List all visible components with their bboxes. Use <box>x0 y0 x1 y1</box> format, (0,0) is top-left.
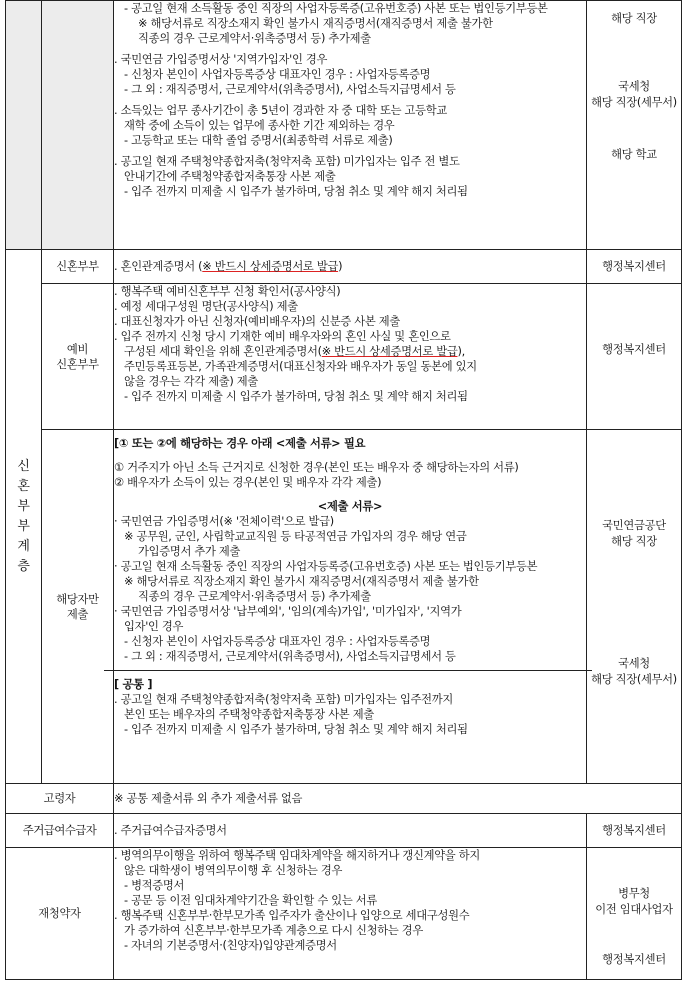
doc-line <box>114 118 586 133</box>
agency-school: 해당 학교 <box>611 148 657 161</box>
agency-workplace-2: 해당 직장 <box>611 535 657 548</box>
doc-line-text: 않을 경우는 각각 제출) 제출 <box>124 375 259 388</box>
doc-line <box>114 619 586 634</box>
doc-line-text: . 행복주택 예비신혼부부 신청 확인서(공사양식) <box>114 285 341 298</box>
doc-line <box>114 707 586 722</box>
agency-prev-landlord: 이전 임대사업자 <box>595 903 673 916</box>
doc-line-text: . 입주 전까지 신청 당시 기재한 예비 배우자와의 혼인 사실 및 혼인으로 <box>114 330 451 343</box>
doc-line <box>114 389 586 404</box>
top-doc-list <box>114 1 586 199</box>
doc-line-text: 입자'인 경우 <box>124 620 184 633</box>
agency-mma: 병무청 <box>618 887 650 900</box>
doc-line <box>114 604 586 619</box>
category-reapplicant: 재청약자 <box>6 848 114 980</box>
doc-line <box>114 908 586 923</box>
doc-line <box>114 52 586 67</box>
doc-line-text: ※ 공무원, 군인, 사립학교교직원 등 타공적연금 가입자의 경우 해당 연금 <box>124 530 467 543</box>
housing-benefit-agency: 행정복지센터 <box>587 814 682 848</box>
top-agency-cell <box>587 1 682 250</box>
group-cell <box>6 250 42 784</box>
category-housing-benefit: 주거급여수급자 <box>6 814 114 848</box>
doc-line <box>114 16 586 31</box>
group-label: 신혼부부계층 <box>17 458 30 574</box>
agency-welfare-center: 행정복지센터 <box>602 953 666 966</box>
doc-line <box>114 1 586 16</box>
doc-line <box>114 184 586 199</box>
doc-line-text: - 자녀의 기본증명서·(친양자)입양관계증명서 <box>124 939 337 952</box>
prospective-label-1: 예비 <box>66 342 89 356</box>
doc-line-text: 주민등록표등본, 가족관계증명서(대표신청자와 배우자가 동일 동본에 있지 <box>124 360 477 373</box>
hatch-cell <box>42 1 114 250</box>
doc-line-text: - 입주 전까지 미제출 시 입주가 불가하며, 당첨 취소 및 계약 해지 처리됨 <box>124 723 468 736</box>
agency-workplace-taxoffice: 해당 직장(세무서) <box>591 96 677 109</box>
category-prospective <box>42 284 114 430</box>
document-table <box>5 0 682 980</box>
agency-workplace: 해당 직장 <box>611 12 657 25</box>
prospective-agency: 행정복지센터 <box>587 284 682 430</box>
doc-line <box>114 544 586 559</box>
table-row <box>6 814 682 848</box>
common-doc-list <box>114 692 586 737</box>
doc-line-text: . 행복주택 신혼부부·한부모가족 입주자가 출산이나 입양으로 세대구성원수 <box>114 909 470 922</box>
doc-line-text: . 공고일 현재 주택청약종합저축(청약저축 포함) 미가입자는 입주전까지 <box>114 693 454 706</box>
doc-line <box>114 692 586 707</box>
doc-line-note: ※ 반드시 상세증명서로 발급 <box>321 345 458 358</box>
doc-line <box>114 154 586 169</box>
doc-line <box>114 649 586 664</box>
conditional-header: [① 또는 ②에 해당하는 경우 아래 <제출 서류> 필요 <box>114 437 366 450</box>
doc-line <box>114 314 586 329</box>
doc-line-text: 가 증가하여 신혼부부·한부모가족 계층으로 다시 신청하는 경우 <box>124 924 423 937</box>
top-content-cell <box>114 1 587 250</box>
reapplicant-agency-cell <box>587 848 682 980</box>
doc-line <box>114 31 586 46</box>
prospective-label-2: 신혼부부 <box>56 357 99 371</box>
doc-line <box>114 589 586 604</box>
housing-benefit-content: . 주거급여수급자증명서 <box>114 814 587 848</box>
doc-line <box>114 82 586 97</box>
doc-line <box>114 169 586 184</box>
newlywed-content <box>114 250 587 284</box>
doc-line-text: . 예정 세대구성원 명단(공사양식) 제출 <box>114 300 298 313</box>
common-title: [ 공통 ] <box>114 678 153 691</box>
category-newlywed: 신혼부부 <box>42 250 114 284</box>
agency-nps: 국민연금공단 <box>602 519 666 532</box>
agency-nts: 국세청 <box>618 80 650 93</box>
doc-line-text: 가입증명서 추가 제출 <box>138 545 241 558</box>
doc-line-text: ※ 해당서류로 직장소재지 확인 불가시 재직증명서(재직증명서 제출 불가한 <box>124 575 479 588</box>
doc-line-text: ※ 해당서류로 직장소재지 확인 불가시 재직증명서(재직증명서 제출 불가한 <box>138 17 493 30</box>
doc-line-text: - 그 외 : 재직증명서, 근로계약서(위촉증명서), 사업소득지급명세서 등 <box>124 650 456 663</box>
doc-line <box>114 923 586 938</box>
doc-line-text: 재학 중에 소득이 있는 업무에 종사한 기간 제외하는 경우 <box>124 119 395 132</box>
doc-line-text: - 신청자 본인이 사업자등록증상 대표자인 경우 : 사업자등록증명 <box>124 635 431 648</box>
reapplicant-content <box>114 848 587 980</box>
doc-line <box>114 559 586 574</box>
table-row <box>6 430 682 784</box>
doc-line-text: - 그 외 : 재직증명서, 근로계약서(위촉증명서), 사업소득지급명세서 등 <box>124 83 456 96</box>
doc-line <box>114 878 586 893</box>
table-row <box>6 848 682 980</box>
conditional-doc-list <box>114 514 586 664</box>
doc-line <box>114 374 586 389</box>
doc-line <box>114 344 586 359</box>
doc-line <box>114 103 586 118</box>
doc-line <box>114 329 586 344</box>
doc-line <box>114 848 586 863</box>
table-row <box>6 284 682 430</box>
doc-line-suffix: ), <box>457 345 465 358</box>
elderly-content: ※ 공통 제출서류 외 추가 제출서류 없음 <box>114 784 682 814</box>
doc-line-text: . 국민연금 가입증명서상 '지역가입자'인 경우 <box>114 53 328 66</box>
conditional-agency-cell <box>587 430 682 784</box>
doc-line-text: . 소득있는 업무 종사기간이 총 5년이 경과한 자 중 대학 또는 고등학교 <box>114 104 447 117</box>
category-conditional <box>42 430 114 784</box>
table-row <box>6 1 682 250</box>
doc-line <box>114 529 586 544</box>
doc-line <box>114 299 586 314</box>
doc-line-text: - 입주 전까지 미제출 시 입주가 불가하며, 당첨 취소 및 계약 해지 처리됨 <box>124 185 468 198</box>
doc-line-text: · 국민연금 가입증명서상 '납부예외', '임의(계속)가입', '미가입자', '지역가 <box>114 605 462 618</box>
doc-line <box>114 67 586 82</box>
doc-line <box>114 514 586 529</box>
doc-line-text: 직종의 경우 근로계약서·위촉증명서 등) 추가제출 <box>138 590 371 603</box>
doc-line-text: · 공고일 현재 소득활동 중인 직장의 사업자등록증(고유번호증) 사본 또는 법인등기부등본 <box>114 560 538 573</box>
submit-docs-title: <제출 서류> <box>317 500 383 513</box>
doc-line <box>114 863 586 878</box>
doc-line-text: 않은 대학생이 병역의무이행 후 신청하는 경우 <box>124 864 343 877</box>
doc-line <box>114 938 586 953</box>
newlywed-doc: . 혼인관계증명서 ( <box>114 260 203 273</box>
newlywed-doc-suffix: ) <box>338 260 343 273</box>
hatch-cell <box>6 1 42 250</box>
doc-line-text: . 병역의무이행을 위하여 행복주택 임대차계약을 해지하거나 갱신계약을 하지 <box>114 849 480 862</box>
conditional-label-1: 해당자만 <box>56 592 99 606</box>
doc-line <box>114 133 586 148</box>
newlywed-doc-note: ※ 반드시 상세증명서로 발급 <box>202 260 339 273</box>
newlywed-agency: 행정복지센터 <box>587 250 682 284</box>
doc-line-text: - 공문 등 이전 임대차계약기간을 확인할 수 있는 서류 <box>124 894 377 907</box>
doc-line-text: 구성된 세대 확인을 위해 혼인관계증명서( <box>124 345 322 358</box>
doc-line-text: · 국민연금 가입증명서(※ '전체이력'으로 발급) <box>114 515 334 528</box>
agency-workplace-taxoffice-2: 해당 직장(세무서) <box>591 673 677 686</box>
reapplicant-doc-list <box>114 848 586 953</box>
doc-line-text: 안내기간에 주택청약종합저축통장 사본 제출 <box>124 170 336 183</box>
doc-line <box>114 574 586 589</box>
prospective-doc-list <box>114 284 586 404</box>
category-elderly: 고령자 <box>6 784 114 814</box>
doc-line-text: - 공고일 현재 소득활동 중인 직장의 사업자등록증(고유번호증) 사본 또는 법인등기부등본 <box>124 2 548 15</box>
agency-nts-2: 국세청 <box>618 657 650 670</box>
doc-line-text: . 대표신청자가 아닌 신청자(예비배우자)의 신분증 사본 제출 <box>114 315 400 328</box>
doc-line <box>114 359 586 374</box>
doc-line <box>114 634 586 649</box>
doc-line <box>114 284 586 299</box>
doc-line <box>114 893 586 908</box>
condition-2: ② 배우자가 소득이 있는 경우(본인 및 배우자 각각 제출) <box>114 476 382 489</box>
doc-line-text: - 신청자 본인이 사업자등록증상 대표자인 경우 : 사업자등록증명 <box>124 68 431 81</box>
doc-line <box>114 722 586 737</box>
doc-line-text: 직종의 경우 근로계약서·위촉증명서 등) 추가제출 <box>138 32 371 45</box>
table-row <box>6 250 682 284</box>
prospective-content <box>114 284 587 430</box>
doc-line-text: 본인 또는 배우자의 주택청약종합저축통장 사본 제출 <box>124 708 374 721</box>
doc-line-text: . 공고일 현재 주택청약종합저축(청약저축 포함) 미가입자는 입주 전 별도 <box>114 155 460 168</box>
conditional-content <box>114 430 587 784</box>
doc-line-text: - 입주 전까지 미제출 시 입주가 불가하며, 당첨 취소 및 계약 해지 처리됨 <box>124 390 468 403</box>
doc-line-text: - 병적증명서 <box>124 879 185 892</box>
table-row <box>6 784 682 814</box>
conditional-label-2: 제출 <box>66 607 89 621</box>
condition-1: ① 거주지가 아닌 소득 근거지로 신청한 경우(본인 또는 배우자 중 해당하는자의 서류) <box>114 461 519 474</box>
doc-line-text: - 고등학교 또는 대학 졸업 증명서(최종학력 서류로 제출) <box>124 134 393 147</box>
divider <box>104 670 592 671</box>
